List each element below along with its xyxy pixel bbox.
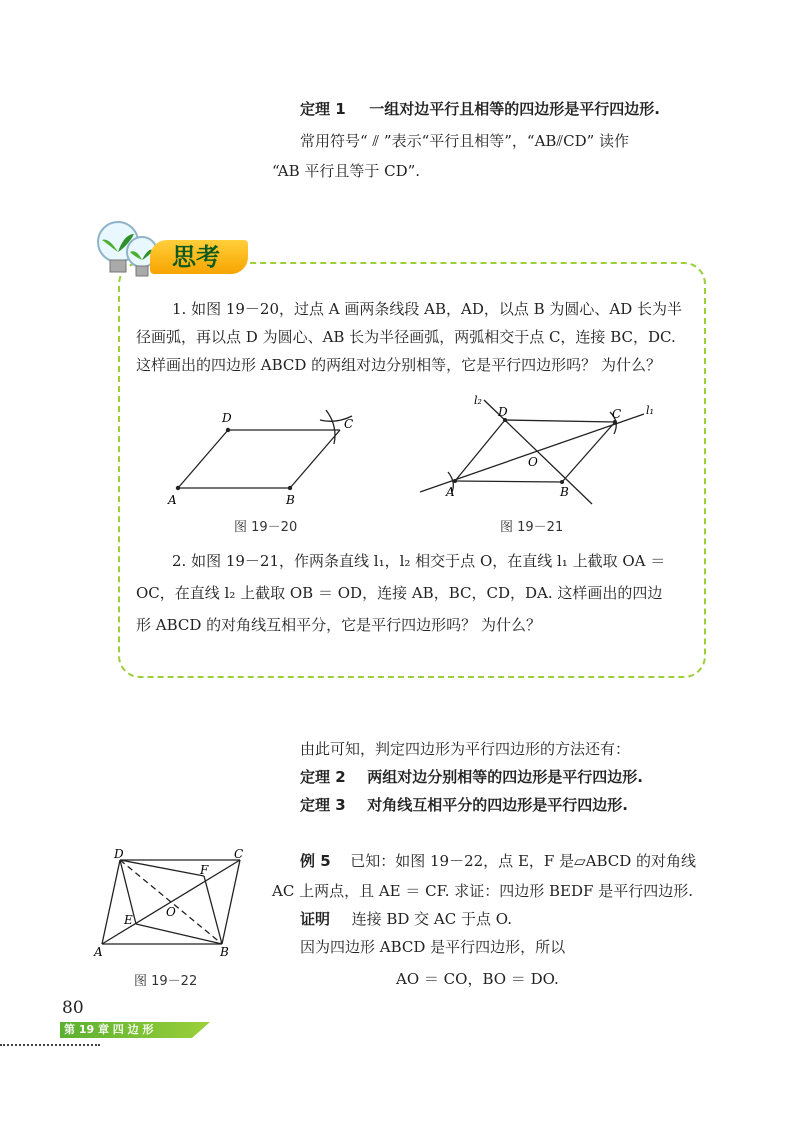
fig20-label-a: A [168, 493, 177, 507]
figure-19-22 [92, 846, 252, 958]
theorem-2-text: 两组对边分别相等的四边形是平行四边形. [367, 768, 643, 786]
fig22-label-f: F [200, 863, 209, 877]
theorem-1-symbol-line: 常用符号“ ⫽ ”表示“平行且相等”，“AB⫽CD” 读作 [300, 132, 630, 150]
figure-19-21 [410, 392, 670, 510]
fig22-label-e: E [124, 913, 133, 927]
question-1-line-2: 径画弧，再以点 D 为圆心、AB 长为半径画弧，两弧相交于点 C，连接 BC，DC. [136, 328, 676, 346]
example-5-line-2: AC 上两点，且 AE ＝ CF. 求证：四边形 BEDF 是平行四边形. [272, 882, 693, 900]
question-1-line-1: 1. 如图 19－20，过点 A 画两条线段 AB，AD，以点 B 为圆心、AD 长为半 [172, 300, 683, 318]
example-5-label: 例 5 [300, 852, 331, 870]
fig20-label-c: C [344, 417, 354, 431]
proof-step-1: 连接 BD 交 AC 于点 O. [351, 910, 512, 928]
page-number: 80 [62, 998, 84, 1018]
question-1-line-3: 这样画出的四边形 ABCD 的两组对边分别相等，它是平行四边形吗？ 为什么？ [136, 356, 661, 374]
theorem-2 [300, 766, 643, 788]
theorem-3-label: 定理 3 [300, 796, 346, 814]
fig22-label-c: C [234, 847, 244, 861]
fig20-label-d: D [222, 411, 232, 425]
fig21-label-b: B [560, 485, 569, 499]
figure-19-22-caption: 图 19－22 [134, 974, 198, 989]
example-5-line-1 [300, 850, 696, 872]
example-5-given: 已知：如图 19－22，点 E，F 是▱ABCD 的对角线 [350, 852, 697, 870]
proof-label: 证明 [300, 910, 331, 928]
figure-19-21-caption: 图 19－21 [500, 520, 564, 535]
theorem-1-label: 定理 1 [300, 100, 346, 118]
fig21-label-d: D [498, 405, 508, 419]
theorem-1-text: 一组对边平行且相等的四边形是平行四边形. [369, 100, 660, 118]
proof-line-2: 因为四边形 ABCD 是平行四边形，所以 [300, 938, 566, 956]
theorem-3-text: 对角线互相平分的四边形是平行四边形. [367, 796, 628, 814]
question-2-line-2: OC，在直线 l₂ 上截取 OB ＝ OD，连接 AB，BC，CD，DA. 这样画出的四边 [136, 584, 663, 602]
fig22-label-d: D [114, 847, 124, 861]
footer-dotted-rule [0, 1044, 100, 1046]
figure-19-20 [160, 404, 370, 508]
fig21-label-l1: l₁ [646, 404, 654, 417]
theorem-3 [300, 794, 628, 816]
chapter-label: 第 19 章 四 边 形 [64, 1023, 154, 1036]
fig21-label-a: A [446, 485, 455, 499]
question-2-line-1: 2. 如图 19－21，作两条直线 l₁，l₂ 相交于点 O，在直线 l₁ 上截取 OA ＝ [172, 552, 666, 570]
proof-line-1 [300, 908, 512, 930]
methods-intro: 由此可知，判定四边形为平行四边形的方法还有： [300, 740, 631, 758]
figure-19-20-caption: 图 19－20 [234, 520, 298, 535]
fig22-label-a: A [94, 945, 103, 958]
fig21-label-l2: l₂ [474, 394, 482, 407]
fig22-label-o: O [166, 905, 176, 919]
theorem-1 [300, 98, 660, 120]
think-title: 思考 [172, 243, 220, 271]
fig22-label-b: B [220, 945, 229, 958]
theorem-1-read-line: “AB 平行且等于 CD”. [272, 162, 421, 180]
fig20-label-b: B [286, 493, 295, 507]
theorem-2-label: 定理 2 [300, 768, 346, 786]
question-2-line-3: 形 ABCD 的对角线互相平分，它是平行四边形吗？ 为什么？ [136, 616, 541, 634]
proof-line-3: AO ＝ CO，BO ＝ DO. [396, 970, 559, 988]
fig21-label-o: O [528, 455, 538, 469]
fig21-label-c: C [612, 407, 622, 421]
